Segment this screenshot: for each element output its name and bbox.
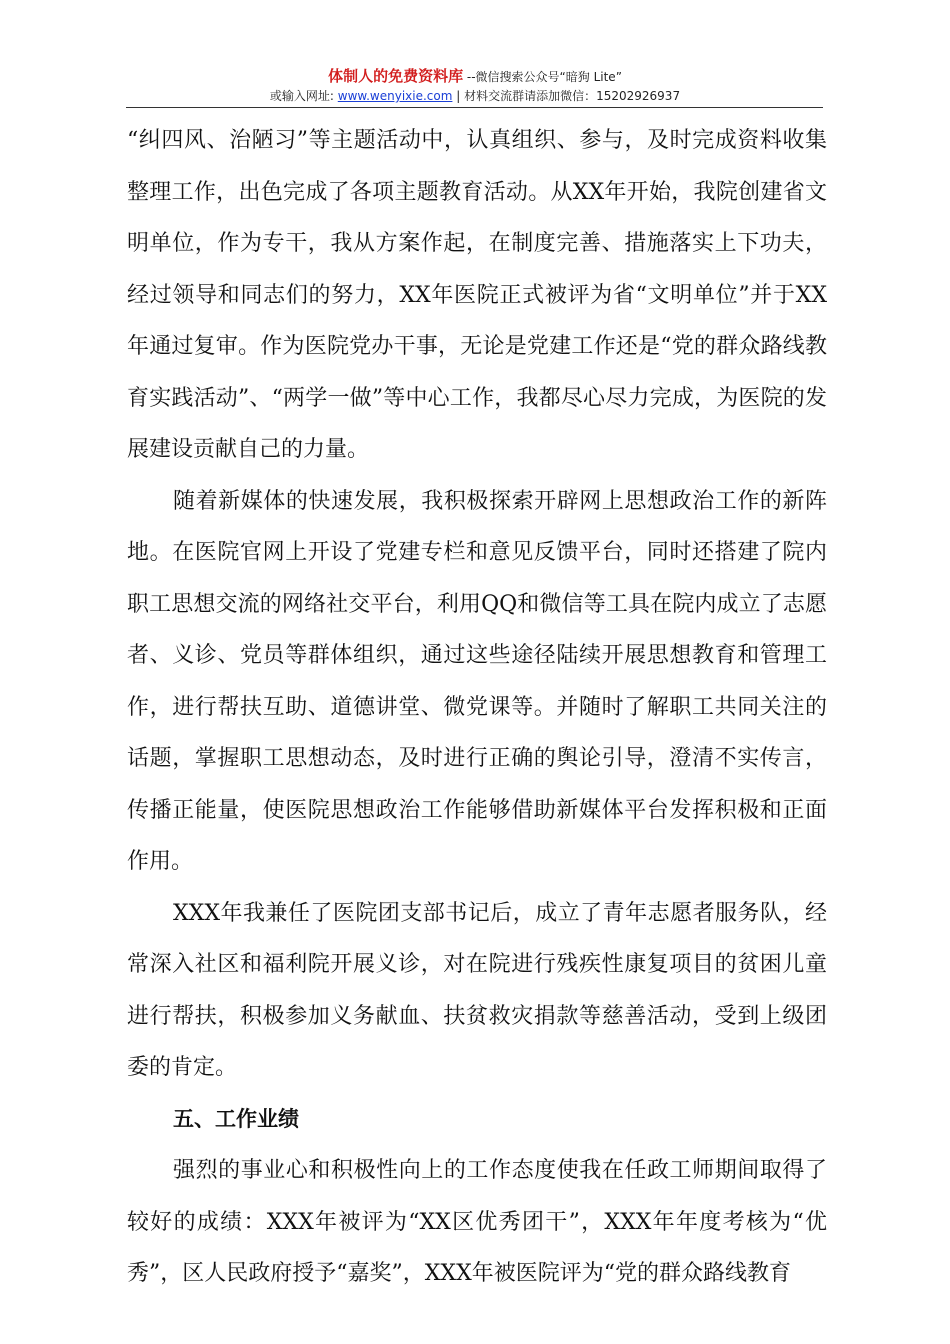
url-prefix: 或输入网址: [269, 89, 338, 103]
paragraph-2: 随着新媒体的快速发展，我积极探索开辟网上思想政治工作的新阵地。在医院官网上开设了党建专栏和意见反馈平台，同时还搭建了院内职工思想交流的网络社交平台，利用QQ和微信等工具在院内成立了志愿者、义诊、党员等群体组织，通过这些途径陆续开展思想教育和管理工作，进行帮扶互助、道德讲堂、微党课等。并随时了解职工共同关注的话题，掌握职工思想动态，及时进行正确的舆论引导，澄清不实传言，传播正能量，使医院思想政治工作能够借助新媒体平台发挥积极和正面作用。 [127, 488, 827, 874]
header-divider [126, 107, 823, 108]
paragraph-3: XXX年我兼任了医院团支部书记后，成立了青年志愿者服务队，经常深入社区和福利院开展义诊，对在院进行残疾性康复项目的贫困儿童进行帮扶，积极参加义务献血、扶贫救灾捐款等慈善活动，受到上级团委的肯定。 [127, 900, 827, 1080]
page-header [0, 66, 950, 104]
brand-title: 体制人的免费资料库 [328, 67, 464, 85]
section-heading: 五、工作业绩 [173, 1106, 299, 1131]
header-url-line [0, 88, 950, 104]
paragraph-4: 强烈的事业心和积极性向上的工作态度使我在任政工师期间取得了较好的成绩：XXX年被评为“XX区优秀团干”，XXX年年度考核为“优秀”，区人民政府授予“嘉奖”，XXX年被医院评为“党的群众路线教育 [127, 1158, 827, 1286]
paragraph-1: “纠四风、治陋习”等主题活动中，认真组织、参与，及时完成资料收集整理工作，出色完成了各项主题教育活动。从XX年开始，我院创建省文明单位，作为专干，我从方案作起，在制度完善、措施落实上下功夫，经过领导和同志们的努力，XX年医院正式被评为省“文明单位”并于XX年通过复审。作为医院党办干事，无论是党建工作还是“党的群众路线教育实践活动”、“两学一做”等中心工作，我都尽心尽力完成，为医院的发展建设贡献自己的力量。 [127, 128, 827, 462]
contact-text: | 材料交流群请添加微信：15202926937 [452, 89, 681, 103]
document-body [127, 115, 827, 1300]
header-brand-line [0, 66, 950, 87]
header-tagline: --微信搜索公众号“暗狗 Lite” [463, 70, 622, 84]
website-link[interactable]: www.wenyixie.com [337, 89, 453, 103]
